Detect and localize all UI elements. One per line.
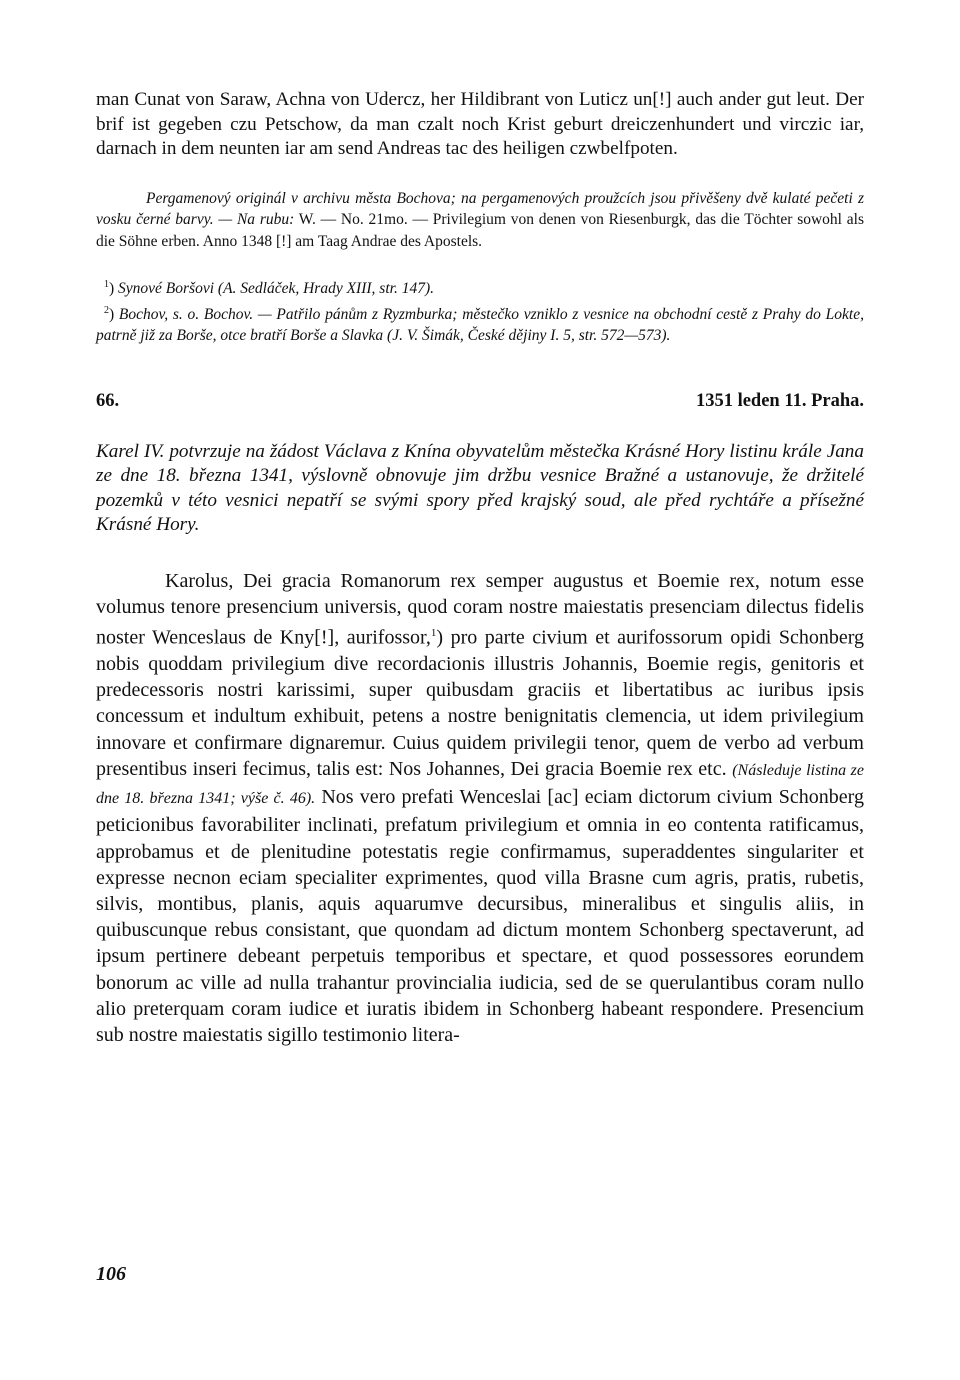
editorial-insertion: (Následuje listina ze dne 18. března 1341; výše č. 46). bbox=[96, 761, 864, 808]
footnote-2-number: 2 bbox=[104, 304, 109, 316]
footnote-1-text: Synové Boršovi (A. Sedláček, Hrady XIII, str. 147). bbox=[118, 280, 434, 298]
footnote-2: $^2$) Bochov, s. o. Bochov. — Patřilo pánům z Ryzmburka; městečko vzniklo z vesnice na obchodní cestě z Prahy do Lokte, patrně již za Borše, otce bratří Borše a Slavka (J. V. Šimák, České dějiny I. 5, str. 572—573). bbox=[96, 304, 864, 345]
archival-note-text: W. — No. 21mo. — Privilegium von denen von Riesenburgk, das die Töchter sowohl als die Söhne erben. Anno 1348 [!] am Taag Andrae des Apostels. bbox=[96, 211, 864, 250]
document-heading bbox=[96, 391, 864, 412]
document-number: 66. bbox=[96, 390, 120, 411]
footnote-1: $^1$) Synové Boršovi (A. Sedláček, Hrady XIII, str. 147). bbox=[104, 279, 434, 298]
regest: Karel IV. potvrzuje na žádost Václava z Knína obyvatelům městečka Krásné Hory listinu krále Jana ze dne 18. března 1341, výslovně obnovuje jim držbu vesnice Bražné a ustanovuje, že držitelé pozemků v této vesnici nepatří se svými spory před krajský soud, ale před rychtáře a přísežné Krásné Hory. bbox=[96, 440, 864, 536]
charter-text-part-1: Karolus, Dei gracia Romanorum rex semper augustus et Boemie rex, notum esse volumus tenore presencium universis, quod coram nostre maiestatis presenciam dilectus fidelis noster Wenceslaus de Kny[!], aurifossor, bbox=[96, 569, 864, 649]
document-date: 1351 leden 11. Praha. bbox=[695, 390, 864, 411]
footnote-reference-1: 1 bbox=[430, 627, 437, 640]
archival-note bbox=[96, 188, 864, 253]
archival-note-italic: Pergamenový originál v archivu města Bochova; na pergamenových proužcích jsou přivěšeny dvě kulaté pečeti z vosku černé barvy. — Na rubu: bbox=[96, 189, 864, 228]
previous-document-ending: man Cunat von Saraw, Achna von Udercz, her Hildibrant von Luticz un[!] auch ander gut leut. Der brif ist gegeben czu Petschow, da man czalt noch Krist geburt dreiczenhundert und virczic iar, darnach in dem neunten iar am send Andreas tac des heiligen czwbelfpoten. bbox=[96, 89, 864, 159]
footnote-1-number: 1 bbox=[104, 279, 109, 290]
charter-text bbox=[96, 568, 864, 1048]
footnote-2-text: Bochov, s. o. Bochov. — Patřilo pánům z Ryzmburka; městečko vzniklo z vesnice na obchodní cestě z Prahy do Lokte, patrně již za Borše, otce bratří Borše a Slavka (J. V. Šimák, České dějiny I. 5, str. 572—573). bbox=[96, 305, 864, 345]
footnotes bbox=[96, 274, 864, 347]
charter-text-part-2: ) pro parte civium et aurifossorum opidi Schonberg nobis quoddam privilegium dive recordacionis illustris Johannis, Boemie regis, genitoris et predecessoris nostri karissimi, super quibusdam graciis et libertatibus ac iuribus ipsis concessum et indultum exhibuit, petens a nostre benignitatis clemencia, ut idem privilegium innovare et confirmare dignaremur. Cuius quidem privilegii tenor, quem de verbo ad verbum presentibus inseri fecimus, talis est: Nos Johannes, Dei gracia Boemie rex etc. bbox=[96, 626, 864, 780]
document-page bbox=[96, 88, 864, 1068]
page-number: 106 bbox=[96, 1263, 126, 1285]
charter-text-part-3: Nos vero prefati Wenceslai [ac] eciam dictorum civium Schonberg peticionibus favorabiliter inclinati, prefatum privilegium et omnia in eo contenta ratificamus, approbamus et de plenitudine potestatis regie confirmamus, superaddentes singulariter et expresse necnon eciam specialiter exprimentes, quod villa Brasne cum agris, pratis, rubetis, silvis, montibus, planis, aquis aquarumve decursibus, mineralibus et singulis aliis, in quibuscunque rebus consistant, que quondam ad dictum montem Schonberg spectaverunt, ad ipsum pertinere debeant perpetuis temporibus et spectare, et quod possessores eorundem bonorum ac ville ad nulla trahantur provincialia iudicia, sed de se querulantibus coram nullo alio preterquam coram iudice et iuratis ibidem in Schonberg habeant respondere. Presencium sub nostre maiestatis sigillo testimonio litera- bbox=[96, 786, 864, 1046]
